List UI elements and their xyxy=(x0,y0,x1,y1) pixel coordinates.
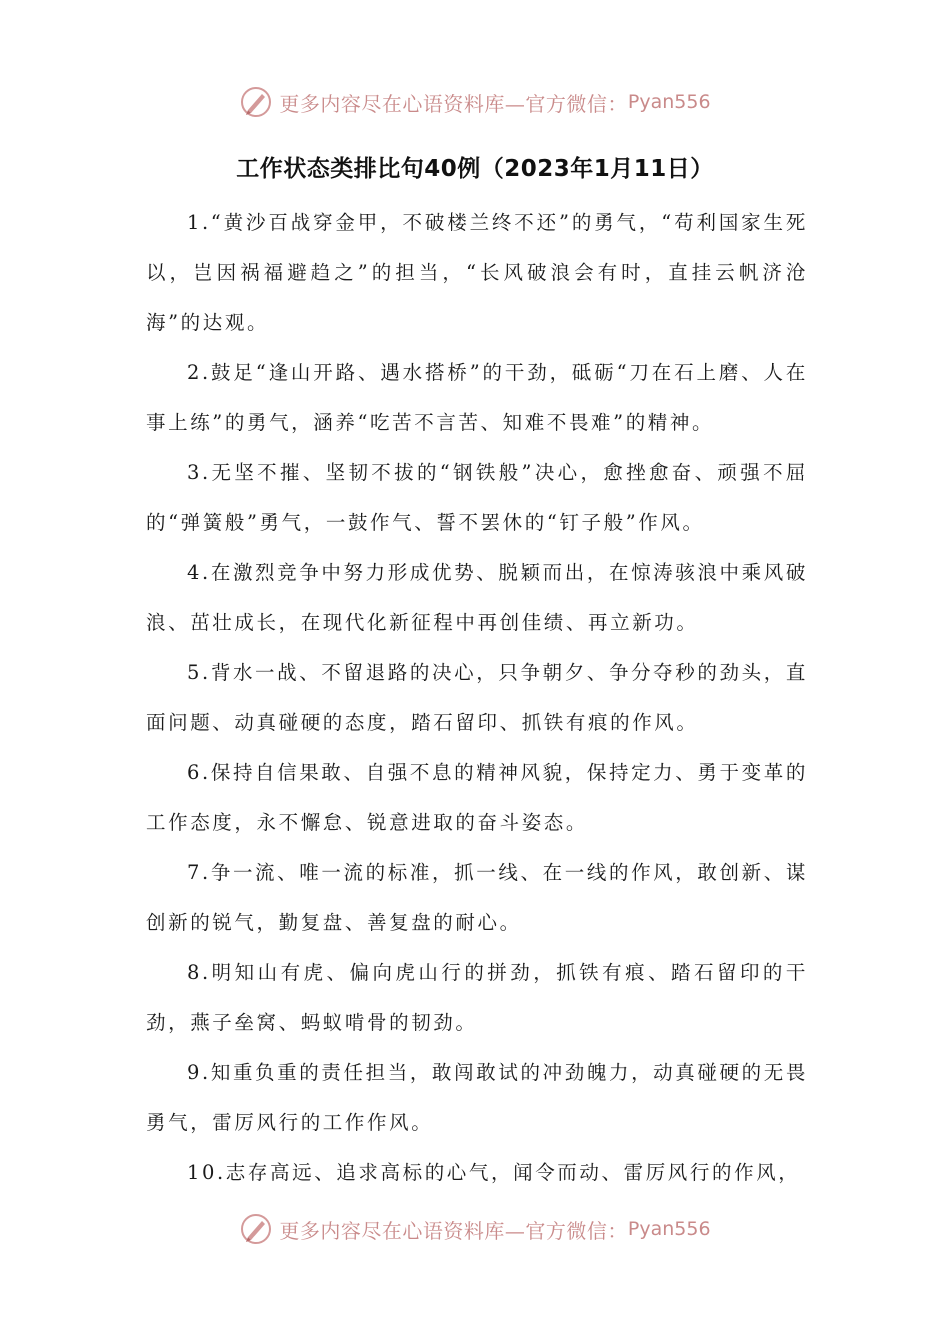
pen-logo-icon xyxy=(239,1212,273,1246)
paragraph-8: 8.明知山有虎、偏向虎山行的拼劲，抓铁有痕、踏石留印的干劲，燕子垒窝、蚂蚁啃骨的韧劲。 xyxy=(146,961,808,1034)
pen-logo-icon xyxy=(239,85,273,119)
paragraph-1: 1.“黄沙百战穿金甲，不破楼兰终不还”的勇气，“苟利国家生死以，岂因祸福避趋之”的担当，“长风破浪会有时，直挂云帆济沧海”的达观。 xyxy=(146,211,808,334)
watermark-wechat-id: Pyan556 xyxy=(627,1218,711,1240)
paragraph-7: 7.争一流、唯一流的标准，抓一线、在一线的作风，敢创新、谋创新的锐气，勤复盘、善复盘的耐心。 xyxy=(146,861,808,934)
paragraph-3: 3.无坚不摧、坚韧不拔的“钢铁般”决心，愈挫愈奋、顽强不屈的“弹簧般”勇气，一鼓作气、誓不罢休的“钉子般”作风。 xyxy=(146,461,808,534)
header-watermark xyxy=(0,82,950,122)
paragraph-5: 5.背水一战、不留退路的决心，只争朝夕、争分夺秒的劲头，直面问题、动真碰硬的态度，踏石留印、抓铁有痕的作风。 xyxy=(146,661,808,734)
document-title: 工作状态类排比句40例（2023年1月11日） xyxy=(236,156,714,182)
paragraph-10: 10.志存高远、追求高标的心气，闻令而动、雷厉风行的作风， xyxy=(187,1161,801,1184)
paragraph-6: 6.保持自信果敢、自强不息的精神风貌，保持定力、勇于变革的工作态度，永不懈怠、锐意进取的奋斗姿态。 xyxy=(146,761,808,834)
watermark-wechat-id: Pyan556 xyxy=(627,91,711,113)
paragraph-2: 2.鼓足“逢山开路、遇水搭桥”的干劲，砥砺“刀在石上磨、人在事上练”的勇气，涵养“吃苦不言苦、知难不畏难”的精神。 xyxy=(146,361,808,434)
watermark-text: 更多内容尽在心语资料库—官方微信： xyxy=(279,91,628,116)
footer-watermark xyxy=(0,1209,950,1249)
paragraph-9: 9.知重负重的责任担当，敢闯敢试的冲劲魄力，动真碰硬的无畏勇气，雷厉风行的工作作风。 xyxy=(146,1061,808,1134)
paragraph-4: 4.在激烈竞争中努力形成优势、脱颖而出，在惊涛骇浪中乘风破浪、茁壮成长，在现代化新征程中再创佳绩、再立新功。 xyxy=(146,561,808,634)
watermark-text: 更多内容尽在心语资料库—官方微信： xyxy=(279,1218,628,1243)
document-body xyxy=(146,198,808,1198)
